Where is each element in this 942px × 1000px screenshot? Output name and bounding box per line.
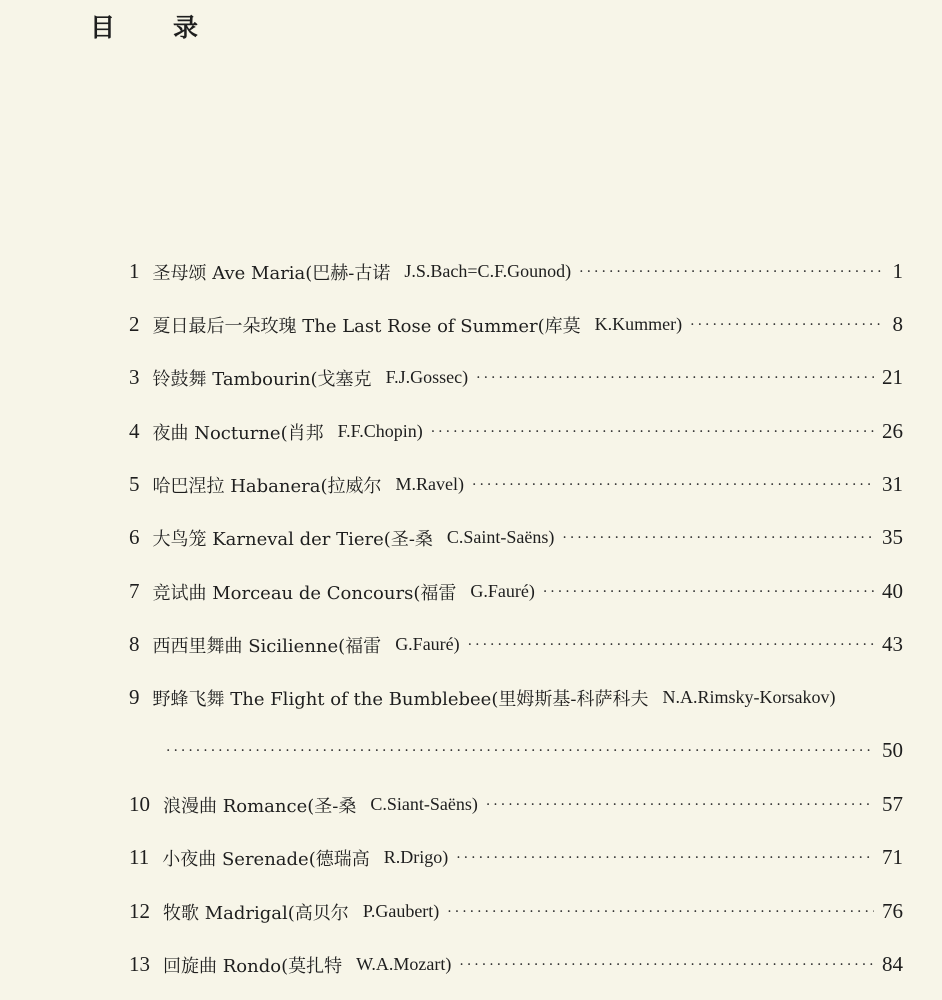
entry-composer: J.S.Bach=C.F.Gounod) xyxy=(404,261,572,281)
toc-entry-7 xyxy=(129,565,903,618)
toc-entry-4 xyxy=(129,405,903,458)
dot-leader xyxy=(690,317,884,333)
entry-number: 13 xyxy=(129,952,150,976)
dot-leader xyxy=(166,743,874,759)
entry-title: 浪漫曲 Romance(圣-桑 xyxy=(163,795,357,817)
toc-entry-9 xyxy=(129,671,903,724)
toc-entry-2 xyxy=(129,298,903,351)
entry-composer: C.Saint-Saëns) xyxy=(446,527,555,547)
entry-page: 43 xyxy=(882,632,903,656)
entry-title: 哈巴涅拉 Habanera(拉威尔 xyxy=(152,475,382,497)
entry-title: 铃鼓舞 Tambourin(戈塞克 xyxy=(152,368,372,390)
entry-title: 野蜂飞舞 The Flight of the Bumblebee(里姆斯基-科萨科夫 xyxy=(152,688,649,710)
entry-page: 35 xyxy=(882,525,903,549)
dot-leader xyxy=(468,637,874,653)
entry-composer: F.F.Chopin) xyxy=(337,421,423,441)
toc-entry-11 xyxy=(129,831,903,884)
entry-number: 4 xyxy=(129,419,140,443)
entry-number: 8 xyxy=(129,632,140,656)
entry-title: 大鸟笼 Karneval der Tiere(圣-桑 xyxy=(152,528,433,550)
entry-page: 40 xyxy=(882,579,903,603)
entry-composer: R.Drigo) xyxy=(383,847,449,867)
entry-composer: G.Fauré) xyxy=(395,634,460,654)
entry-page: 76 xyxy=(882,899,903,923)
entry-number: 12 xyxy=(129,899,150,923)
entry-page: 21 xyxy=(882,365,903,389)
entry-composer: K.Kummer) xyxy=(594,314,683,334)
entry-page: 57 xyxy=(882,792,903,816)
entry-title: 小夜曲 Serenade(德瑞高 xyxy=(162,848,370,870)
entry-composer: M.Ravel) xyxy=(395,474,464,494)
page-title xyxy=(90,8,198,44)
entry-page: 71 xyxy=(882,845,903,869)
toc-entry-9-continued xyxy=(166,724,903,777)
entry-title: 夏日最后一朵玫瑰 The Last Rose of Summer(库莫 xyxy=(152,315,581,337)
entry-page: 31 xyxy=(882,472,903,496)
entry-composer: F.J.Gossec) xyxy=(385,367,469,387)
dot-leader xyxy=(562,530,874,546)
toc-entry-1 xyxy=(129,245,903,298)
entry-composer: W.A.Mozart) xyxy=(356,954,452,974)
entry-number: 9 xyxy=(129,685,140,709)
entry-title: 牧歌 Madrigal(高贝尔 xyxy=(163,902,349,924)
entry-title: 回旋曲 Rondo(莫扎特 xyxy=(163,955,343,977)
entry-number: 7 xyxy=(129,579,140,603)
entry-number: 2 xyxy=(129,312,140,336)
entry-page: 84 xyxy=(882,952,903,976)
dot-leader xyxy=(486,797,874,813)
dot-leader xyxy=(447,904,874,920)
toc-entry-8 xyxy=(129,618,903,671)
toc-entry-12 xyxy=(129,885,903,938)
entry-page: 50 xyxy=(882,738,903,762)
title-char-1: 目 xyxy=(90,13,116,42)
entry-number: 1 xyxy=(129,259,140,283)
entry-page: 26 xyxy=(882,419,903,443)
entry-number: 3 xyxy=(129,365,140,389)
entry-number: 10 xyxy=(129,792,150,816)
dot-leader xyxy=(579,264,884,280)
entry-title: 夜曲 Nocturne(肖邦 xyxy=(152,422,324,444)
entry-composer: C.Siant-Saëns) xyxy=(370,794,478,814)
dot-leader xyxy=(431,424,874,440)
dot-leader xyxy=(472,477,874,493)
entry-page: 1 xyxy=(892,259,903,283)
title-char-2: 录 xyxy=(173,13,199,42)
entry-composer: P.Gaubert) xyxy=(362,901,440,921)
toc-entry-13 xyxy=(129,938,903,991)
toc-entry-5 xyxy=(129,458,903,511)
entry-title: 圣母颂 Ave Maria(巴赫-古诺 xyxy=(152,262,391,284)
entry-page: 8 xyxy=(892,312,903,336)
entry-composer: G.Fauré) xyxy=(470,581,535,601)
dot-leader xyxy=(456,850,874,866)
toc-entry-10 xyxy=(129,778,903,831)
dot-leader xyxy=(476,370,874,386)
toc-entry-3 xyxy=(129,351,903,404)
entry-number: 5 xyxy=(129,472,140,496)
entry-number: 6 xyxy=(129,525,140,549)
entry-title: 西西里舞曲 Sicilienne(福雷 xyxy=(152,635,382,657)
dot-leader xyxy=(459,957,874,973)
dot-leader xyxy=(543,584,874,600)
toc-entry-6 xyxy=(129,511,903,564)
entry-composer: N.A.Rimsky-Korsakov) xyxy=(662,687,836,707)
entry-number: 11 xyxy=(129,845,150,869)
entry-title: 竞试曲 Morceau de Concours(福雷 xyxy=(152,582,457,604)
